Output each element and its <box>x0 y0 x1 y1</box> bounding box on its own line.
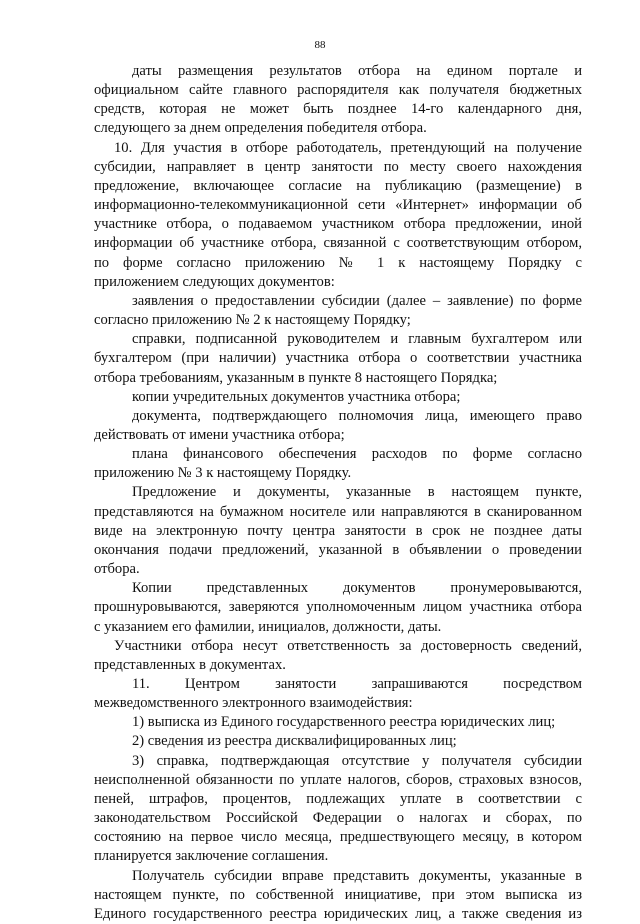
text-line: отбора требованиям, указанным в пункте 8 настоящего Порядка; <box>94 369 498 386</box>
text-line: неисполненной обязанности по уплате налогов, сборов, страховых взносов, <box>94 771 582 788</box>
text-line: субсидии, направляет в центр занятости по месту своего нахождения <box>94 158 582 175</box>
text-line: действовать от имени участника отбора; <box>94 426 345 443</box>
text-line: заявления о предоставлении субсидии (далее – заявление) по форме <box>132 292 582 309</box>
text-line: представленных в документах. <box>94 656 286 673</box>
text-line: Копии представленных документов пронумеровываются, <box>132 580 582 597</box>
text-line: документа, подтверждающего полномочия лица, имеющего право <box>132 407 582 424</box>
text-line: виде на электронную почту центра занятости в срок не позднее даты <box>94 522 582 539</box>
text-line: представляются на бумажном носителе или направляются в сканированном <box>94 503 582 520</box>
text-line: настоящем пункте, по собственной инициативе, при этом выписка из <box>94 886 582 903</box>
text-line: приложению № 3 к настоящему Порядку. <box>94 465 352 482</box>
text-line: пеней, штрафов, процентов, подлежащих уплате в соответствии с <box>94 790 582 807</box>
text-line: информации об участнике отбора, связанной с соответствующим отбором, <box>94 235 582 252</box>
text-line: отбора. <box>94 561 140 578</box>
text-line: приложением следующих документов: <box>94 273 335 290</box>
text-line: информационно-телекоммуникационной сети «Интернет» информации об <box>94 197 582 214</box>
text-line: 2) сведения из реестра дисквалифицированных лиц; <box>132 733 457 750</box>
text-line: средств, которая не может быть позднее 14-го календарного дня, <box>94 101 582 118</box>
text-line: 10. Для участия в отборе работодатель, претендующий на получение <box>114 139 582 156</box>
text-line: участнике отбора, о подаваемом участником отбора предложении, иной <box>94 216 582 233</box>
text-line: плана финансового обеспечения расходов по форме согласно <box>132 446 582 463</box>
text-line: 11. Центром занятости запрашиваются посредством <box>132 676 582 692</box>
text-line: планируется заключение соглашения. <box>94 848 329 865</box>
text-line: 1) выписка из Единого государственного реестра юридических лиц; <box>132 714 556 731</box>
text-line: следующего за днем определения победителя отбора. <box>94 120 427 137</box>
text-line: состоянию на первое число месяца, предшествующего месяцу, в котором <box>94 829 582 846</box>
text-line: Получатель субсидии вправе представить документы, указанные в <box>132 867 582 884</box>
text-line: даты размещения результатов отбора на едином портале и <box>132 63 582 79</box>
text-line: согласно приложению № 2 к настоящему Порядку; <box>94 312 411 329</box>
text-line: копии учредительных документов участника отбора; <box>132 388 461 405</box>
page-body-text <box>94 62 582 924</box>
text-line: прошнуровываются, заверяются уполномоченным лицом участника отбора <box>94 599 582 616</box>
page-number: 88 <box>314 39 326 51</box>
text-line: официальном сайте главного распорядителя как получателя бюджетных <box>94 82 582 99</box>
text-line: справки, подписанной руководителем и главным бухгалтером или <box>132 331 582 348</box>
text-line: по форме согласно приложению № 1 к настоящему Порядку с <box>94 254 582 271</box>
text-line: Предложение и документы, указанные в настоящем пункте, <box>132 484 582 501</box>
text-line: Участники отбора несут ответственность за достоверность сведений, <box>114 637 582 654</box>
text-line: окончания подачи предложений, указанной в объявлении о проведении <box>94 541 582 558</box>
text-line: с указанием его фамилии, инициалов, должности, даты. <box>94 618 442 635</box>
text-line: 3) справка, подтверждающая отсутствие у получателя субсидии <box>132 752 582 769</box>
text-line: межведомственного электронного взаимодействия: <box>94 695 413 712</box>
text-line: Единого государственного реестра юридических лиц, а также сведения из <box>94 905 582 922</box>
text-line: предложение, включающее согласие на публикацию (размещение) в <box>94 177 582 194</box>
text-line: бухгалтером (при наличии) участника отбора о соответствии участника <box>94 350 582 367</box>
text-line: законодательством Российской Федерации о налогах и сборах, по <box>94 810 582 827</box>
